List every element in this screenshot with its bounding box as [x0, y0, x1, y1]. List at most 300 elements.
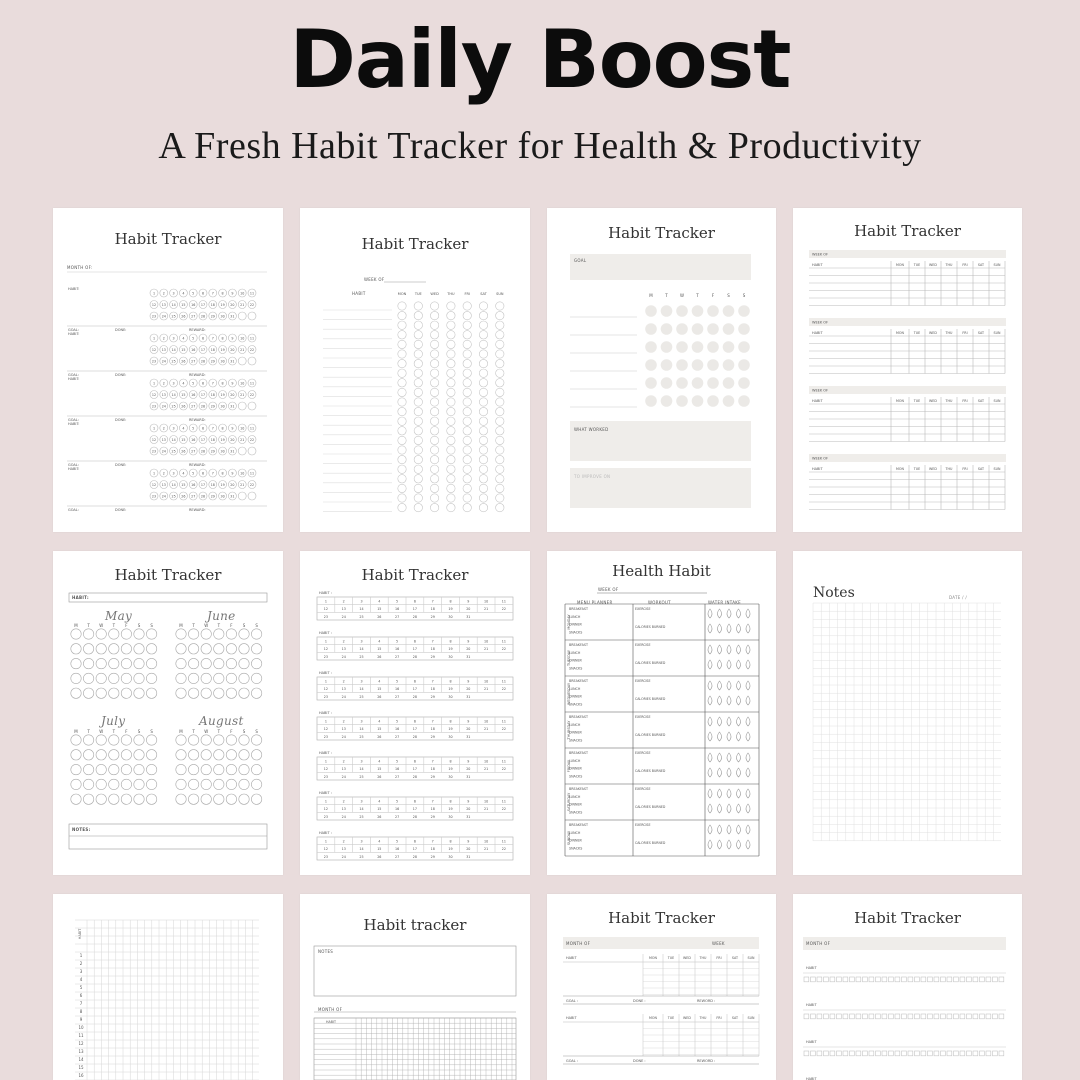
day-header: FRI: [716, 1016, 722, 1020]
week-bar: [809, 386, 1006, 394]
habit-label: HABIT: [326, 1020, 336, 1024]
tracker-circle: [723, 305, 735, 317]
day-number: 17: [200, 482, 206, 487]
day-number: 17: [200, 392, 206, 397]
day-header: SUN: [993, 263, 1001, 267]
day-number: 20: [230, 347, 235, 352]
template-four-weeks: [793, 208, 1022, 532]
habit-label: HABIT: [78, 928, 82, 940]
tracker-circle: [430, 427, 438, 435]
month-of-label: MONTH OF: [806, 941, 831, 946]
meal-label: SNACKS: [569, 774, 583, 779]
grid-cell: [947, 1051, 952, 1056]
day-number: 8: [449, 719, 452, 724]
tracker-circle: [238, 312, 246, 320]
day-number: 4: [182, 291, 185, 296]
day-number: 16: [394, 767, 400, 772]
tracker-circle: [201, 735, 211, 745]
tracker-circle: [496, 503, 504, 511]
tracker-circle: [430, 311, 438, 319]
tracker-circle: [188, 673, 198, 683]
tracker-circle: [676, 395, 688, 407]
day-header: THU: [945, 263, 953, 267]
grid-cell: [876, 1014, 881, 1019]
tracker-circle: [661, 395, 673, 407]
tracker-circle: [738, 305, 750, 317]
day-header: W: [99, 623, 104, 628]
grid-cell: [843, 1051, 848, 1056]
day-number: 19: [448, 727, 453, 732]
tracker-circle: [414, 311, 422, 319]
tracker-circle: [398, 340, 406, 348]
day-number: 14: [359, 727, 364, 732]
tracker-circle: [479, 359, 487, 367]
day-number: 23: [323, 614, 329, 619]
day-number: 11: [501, 719, 507, 724]
day-header: WED: [430, 292, 439, 296]
day-number: 27: [394, 734, 400, 739]
tracker-circle: [676, 305, 688, 317]
tracker-circle: [146, 629, 156, 639]
tracker-circle: [251, 750, 261, 760]
day-number: 11: [249, 471, 255, 476]
tracker-circle: [430, 455, 438, 463]
grid-cell: [889, 1051, 894, 1056]
grid-cell: [967, 1051, 972, 1056]
water-drop: [708, 804, 712, 813]
day-header: T: [696, 293, 699, 298]
day-number: 22: [249, 347, 255, 352]
meal-label: BREAKFAST: [569, 823, 589, 827]
notes-label: NOTES:: [72, 827, 91, 832]
calories-label: CALORIES BURNED: [635, 769, 666, 773]
day-number: 20: [230, 302, 235, 307]
tracker-circle: [176, 735, 186, 745]
day-number: 29: [430, 774, 435, 779]
day-number: 16: [191, 392, 196, 397]
day-header: SAT: [731, 956, 739, 960]
exercise-label: EXERCISE: [635, 751, 651, 755]
day-number: 8: [221, 336, 224, 341]
grid-cell: [902, 1051, 907, 1056]
water-drop: [746, 645, 750, 654]
day-number: 9: [467, 679, 470, 684]
row-number: 16: [78, 1073, 84, 1078]
day-number: 31: [466, 614, 471, 619]
water-drop: [718, 609, 722, 618]
day-number: 30: [448, 654, 453, 659]
template-weekly-goals: [547, 894, 776, 1080]
grid-cell: [876, 977, 881, 982]
day-number: 1: [152, 471, 156, 476]
day-number: 21: [483, 607, 489, 612]
day-number: 31: [230, 314, 235, 319]
day-number: 8: [449, 799, 452, 804]
day-number: 11: [501, 599, 507, 604]
grid-cell: [843, 1014, 848, 1019]
tracker-circle: [479, 436, 487, 444]
month-may: May: [105, 609, 133, 623]
goal-dots-grid: [547, 208, 776, 532]
day-number: 27: [191, 494, 196, 499]
tracker-circle: [496, 398, 504, 406]
reward-label: REWARD:: [189, 508, 206, 512]
exercise-label: EXERCISE: [635, 715, 651, 719]
tracker-circle: [201, 673, 211, 683]
tracker-circle: [398, 359, 406, 367]
tracker-circle: [201, 764, 211, 774]
tracker-circle: [188, 750, 198, 760]
water-drop: [718, 732, 722, 741]
day-number: 20: [466, 847, 471, 852]
tracker-circle: [398, 455, 406, 463]
day-number: 9: [231, 426, 234, 431]
week-label: WEEK: [712, 941, 725, 946]
calories-label: CALORIES BURNED: [635, 841, 666, 845]
day-number: 17: [412, 847, 418, 852]
water-drop: [737, 696, 741, 705]
day-number: 22: [249, 437, 255, 442]
day-number: 6: [413, 839, 416, 844]
day-number: 30: [220, 404, 225, 409]
tracker-circle: [738, 377, 750, 389]
template-vertical-grid: [53, 894, 283, 1080]
day-number: 1: [324, 839, 327, 844]
day-number: 24: [341, 734, 346, 739]
day-number: 16: [394, 687, 400, 692]
tracker-circle: [463, 369, 471, 377]
grid-cell: [830, 977, 835, 982]
tracker-circle: [447, 321, 455, 329]
meal-label: BREAKFAST: [569, 751, 589, 755]
tracker-circle: [692, 359, 704, 371]
day-number: 17: [200, 437, 206, 442]
day-number: 20: [466, 727, 471, 732]
day-number: 2: [342, 839, 345, 844]
grid-cell: [973, 1014, 978, 1019]
tracker-circle: [463, 455, 471, 463]
day-number: 25: [171, 404, 176, 409]
day-number: 26: [377, 774, 382, 779]
day-number: 10: [240, 426, 245, 431]
tracker-circle: [430, 331, 438, 339]
water-drop: [727, 660, 731, 669]
day-header: T: [217, 729, 221, 734]
tracker-circle: [134, 688, 144, 698]
day-number: 24: [161, 449, 166, 454]
day-number: 5: [396, 599, 399, 604]
day-header: MON: [896, 467, 904, 471]
tracker-circle: [226, 688, 236, 698]
tracker-circle: [398, 436, 406, 444]
day-number: 4: [378, 719, 381, 724]
day-number: 11: [501, 639, 507, 644]
water-drop: [746, 717, 750, 726]
tracker-circle: [447, 446, 455, 454]
tracker-circle: [96, 644, 106, 654]
grid-cell: [811, 1051, 816, 1056]
monthly-circles-grid: [53, 208, 283, 532]
tracker-circle: [463, 331, 471, 339]
day-number: 19: [448, 807, 453, 812]
day-header: TUE: [913, 399, 921, 403]
tracker-circle: [463, 427, 471, 435]
day-header: S: [137, 729, 141, 734]
day-number: 24: [161, 404, 166, 409]
tracker-circle: [430, 302, 438, 310]
day-header: TUE: [913, 467, 921, 471]
tracker-circle: [398, 417, 406, 425]
day-header: M: [649, 293, 653, 298]
tracker-circle: [214, 673, 224, 683]
tracker-circle: [463, 311, 471, 319]
meal-label: BREAKFAST: [569, 643, 589, 647]
day-number: 1: [324, 679, 327, 684]
tracker-circle: [146, 750, 156, 760]
day-header: SUN: [993, 331, 1001, 335]
grid-cell: [934, 977, 939, 982]
grid-cell: [804, 977, 809, 982]
day-number: 28: [412, 654, 418, 659]
day-number: 2: [342, 679, 345, 684]
tracker-circle: [251, 779, 261, 789]
tracker-circle: [248, 402, 256, 410]
tracker-circle: [496, 369, 504, 377]
day-number: 5: [396, 719, 399, 724]
tracker-circle: [496, 475, 504, 483]
tracker-circle: [414, 331, 422, 339]
goal-label: GOAL:: [68, 418, 79, 422]
row-number: 1: [79, 953, 83, 958]
tracker-circle: [479, 311, 487, 319]
day-number: 12: [323, 807, 329, 812]
grid-cell: [980, 1014, 985, 1019]
day-number: 30: [220, 494, 225, 499]
day-number: 3: [360, 719, 363, 724]
day-header: THU: [945, 331, 953, 335]
day-number: 17: [412, 687, 418, 692]
day-header: SAT: [480, 292, 487, 296]
water-drop: [737, 645, 741, 654]
day-number: 30: [448, 614, 453, 619]
grid-cell: [804, 1014, 809, 1019]
tracker-circle: [238, 447, 246, 455]
to-improve-label: TO IMPROVE ON: [574, 474, 611, 479]
menu-planner-header: MENU PLANNER: [577, 600, 613, 605]
day-number: 25: [359, 814, 364, 819]
tracker-circle: [676, 323, 688, 335]
day-number: 17: [412, 727, 418, 732]
tracker-circle: [71, 764, 81, 774]
day-number: 13: [341, 647, 346, 652]
grid-cell: [928, 1051, 933, 1056]
grid-cell: [908, 1014, 913, 1019]
habit-label: HABIT :: [319, 711, 332, 715]
tracker-circle: [430, 465, 438, 473]
week-of-label: WEEK OF: [598, 587, 619, 592]
day-header: FRI: [962, 263, 968, 267]
day-number: 6: [413, 639, 416, 644]
tracker-circle: [146, 779, 156, 789]
tracker-circle: [226, 673, 236, 683]
day-number: 15: [181, 482, 186, 487]
day-number: 7: [431, 639, 434, 644]
tracker-circle: [134, 794, 144, 804]
tracker-circle: [214, 779, 224, 789]
tracker-circle: [83, 794, 93, 804]
day-number: 4: [182, 336, 185, 341]
grid-cell: [980, 977, 985, 982]
day-number: 5: [396, 799, 399, 804]
water-drop: [708, 732, 712, 741]
day-number: 19: [448, 767, 453, 772]
day-header: T: [192, 623, 195, 628]
tracker-circle: [239, 750, 249, 760]
notes-grid: [793, 551, 1022, 875]
grid-cell: [69, 824, 267, 849]
tracker-circle: [201, 779, 211, 789]
day-number: 23: [151, 404, 157, 409]
day-number: 29: [430, 814, 435, 819]
week-bar: [809, 318, 1006, 326]
calories-label: CALORIES BURNED: [635, 697, 666, 701]
tracker-circle: [239, 735, 249, 745]
tracker-circle: [398, 503, 406, 511]
water-drop: [727, 681, 731, 690]
water-drop: [746, 768, 750, 777]
grid-cell: [980, 1051, 985, 1056]
tracker-circle: [463, 475, 471, 483]
row-number: 14: [78, 1057, 84, 1062]
tracker-circle: [447, 388, 455, 396]
day-number: 20: [466, 687, 471, 692]
grid-cell: [902, 977, 907, 982]
habit-label: HABIT :: [319, 751, 332, 755]
tracker-circle: [738, 395, 750, 407]
tracker-circle: [214, 794, 224, 804]
month-june: June: [207, 609, 236, 623]
tracker-circle: [188, 764, 198, 774]
habit-label: HABIT: [806, 1040, 817, 1044]
row-number: 2: [79, 961, 83, 966]
day-header: MON: [649, 1016, 657, 1020]
day-number: 13: [341, 807, 346, 812]
tracker-circle: [447, 359, 455, 367]
day-header: T: [192, 729, 195, 734]
habit-label: HABIT: [566, 956, 577, 960]
day-number: 30: [448, 734, 453, 739]
grid-cell: [999, 1014, 1004, 1019]
tracker-circle: [71, 644, 81, 654]
tracker-circle: [676, 359, 688, 371]
water-drop: [708, 624, 712, 633]
tracker-circle: [176, 658, 186, 668]
tracker-circle: [134, 764, 144, 774]
day-number: 16: [394, 647, 400, 652]
meal-label: DINNER: [569, 838, 582, 843]
tracker-circle: [463, 407, 471, 415]
day-number: 25: [359, 614, 364, 619]
day-number: 9: [467, 639, 470, 644]
tracker-circle: [723, 341, 735, 353]
tracker-circle: [463, 417, 471, 425]
tracker-circle: [447, 484, 455, 492]
grid-cell: [928, 1014, 933, 1019]
habit-label: HABIT:: [68, 332, 80, 336]
template-title: Habit Tracker: [114, 566, 222, 584]
water-drop: [718, 840, 722, 849]
exercise-label: EXERCISE: [635, 787, 651, 791]
day-number: 26: [377, 654, 382, 659]
tracker-circle: [239, 629, 249, 639]
tracker-circle: [496, 465, 504, 473]
day-number: 21: [483, 847, 489, 852]
tracker-circle: [479, 417, 487, 425]
four-months-circles: [53, 551, 283, 875]
day-number: 19: [220, 482, 225, 487]
day-header: M: [179, 623, 183, 628]
day-header: MON: [896, 263, 904, 267]
day-number: 10: [483, 599, 489, 604]
tracker-circle: [146, 673, 156, 683]
tracker-circle: [463, 359, 471, 367]
tracker-circle: [83, 644, 93, 654]
tracker-circle: [414, 369, 422, 377]
tracker-circle: [239, 658, 249, 668]
day-number: 6: [201, 426, 205, 431]
tracker-circle: [414, 350, 422, 358]
water-drop: [708, 660, 712, 669]
tracker-circle: [414, 379, 422, 387]
tracker-circle: [692, 341, 704, 353]
grid-cell: [850, 1014, 855, 1019]
day-number: 10: [240, 471, 245, 476]
habit-label: HABIT: [812, 399, 823, 403]
template-title: Health Habit: [612, 562, 711, 580]
tracker-circle: [96, 629, 106, 639]
tracker-circle: [414, 427, 422, 435]
tracker-circle: [692, 377, 704, 389]
day-header: S: [150, 729, 153, 734]
grid-cell: [863, 1051, 868, 1056]
meal-label: DINNER: [569, 802, 582, 807]
tracker-circle: [251, 658, 261, 668]
water-drop: [727, 717, 731, 726]
day-number: 28: [200, 359, 206, 364]
day-number: 24: [161, 314, 166, 319]
day-number: 16: [394, 807, 400, 812]
grid-cell: [993, 1051, 998, 1056]
day-header: SAT: [731, 1016, 739, 1020]
reward-label: REWARD:: [189, 373, 206, 377]
grid-cell: [882, 1014, 887, 1019]
day-number: 25: [171, 359, 176, 364]
tracker-circle: [188, 688, 198, 698]
tracker-circle: [463, 446, 471, 454]
meal-label: LUNCH: [569, 650, 581, 655]
grid-cell: [895, 1014, 900, 1019]
tracker-circle: [214, 658, 224, 668]
meal-label: BREAKFAST: [569, 715, 589, 719]
meal-label: BREAKFAST: [569, 787, 589, 791]
day-number: 17: [412, 607, 418, 612]
health-week-table: [547, 551, 776, 875]
tracker-circle: [447, 465, 455, 473]
grid-cell: [895, 977, 900, 982]
grid-cell: [941, 977, 946, 982]
day-number: 17: [412, 767, 418, 772]
day-number: 21: [240, 482, 245, 487]
